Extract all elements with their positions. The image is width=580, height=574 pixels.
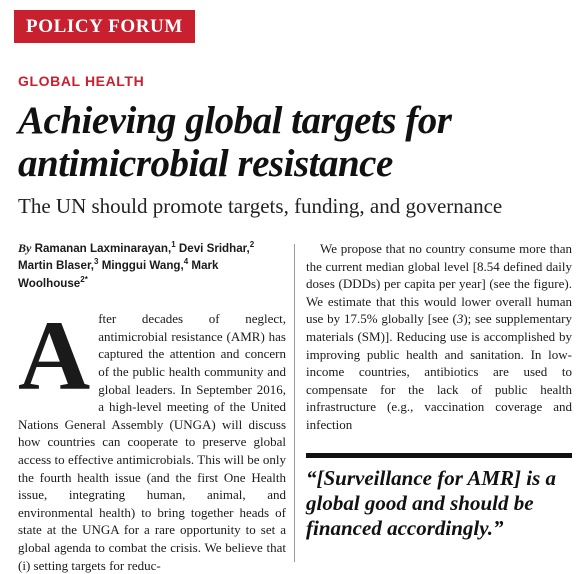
pull-quote: “[Surveillance for AMR] is a global good and should be financed accordingly.” (306, 466, 557, 540)
author-affiliation: 2 (249, 240, 255, 250)
byline (18, 240, 286, 292)
paragraph-text: ); see supplementary materials (SM)]. Reducing use is accomplished by improving public health and sanitation. In low-income countries, antibiotics are used to compensate for the lack of public health infrastructure (e.g., vaccination coverage and infection (306, 311, 572, 432)
author-affiliation: 1 (171, 240, 176, 250)
author-name: Martin Blaser, (18, 259, 95, 273)
author-name: Ramanan Laxminarayan, (34, 242, 172, 255)
left-column (18, 240, 286, 574)
reference-number: 3 (456, 311, 464, 327)
author-affiliation: 4 (183, 257, 189, 267)
pullquote-rule (306, 453, 572, 458)
section-label: GLOBAL HEALTH (18, 73, 145, 89)
column-divider (294, 244, 295, 562)
author-affiliation: 3 (94, 257, 99, 267)
author-name: Devi Sridhar, (178, 242, 250, 255)
article-subtitle: The UN should promote targets, funding, and governance (18, 194, 503, 218)
drop-cap: A (18, 300, 91, 412)
author-affiliation: 2* (80, 274, 88, 284)
author-name: Mark Woolhouse (18, 259, 219, 290)
byline-by: By (18, 241, 32, 255)
article-title: Achieving global targets for antimicrobial resistance (18, 99, 452, 185)
right-column (306, 240, 572, 434)
author-name: Minggui Wang, (101, 259, 184, 273)
body-paragraph (18, 300, 286, 574)
section-banner: POLICY FORUM (14, 10, 195, 43)
paragraph-text: We propose that no country consume more than the current median global level [8.54 defined daily doses (DDDs) per capita per year] (see the figure). We estimate that this would lower overall human use by 17.5% globally [see ( (306, 241, 572, 327)
paragraph-text: fter decades of neglect, antimicrobial resistance (AMR) has captured the attention and concern of the public health community and global leaders. In September 2016, a high-level meeting of the United Nations General Assembly (UNGA) will discuss how countries can cooperate to preserve global access to effective antimicrobials. This will be only the fourth health issue (and the first One Health issue, integrating human, animal, and environmental health) to bring together heads of state at the UNGA for a rare opportunity to set a global agenda to combat the crisis. We believe that (i) setting targets for reduc- (18, 311, 286, 573)
